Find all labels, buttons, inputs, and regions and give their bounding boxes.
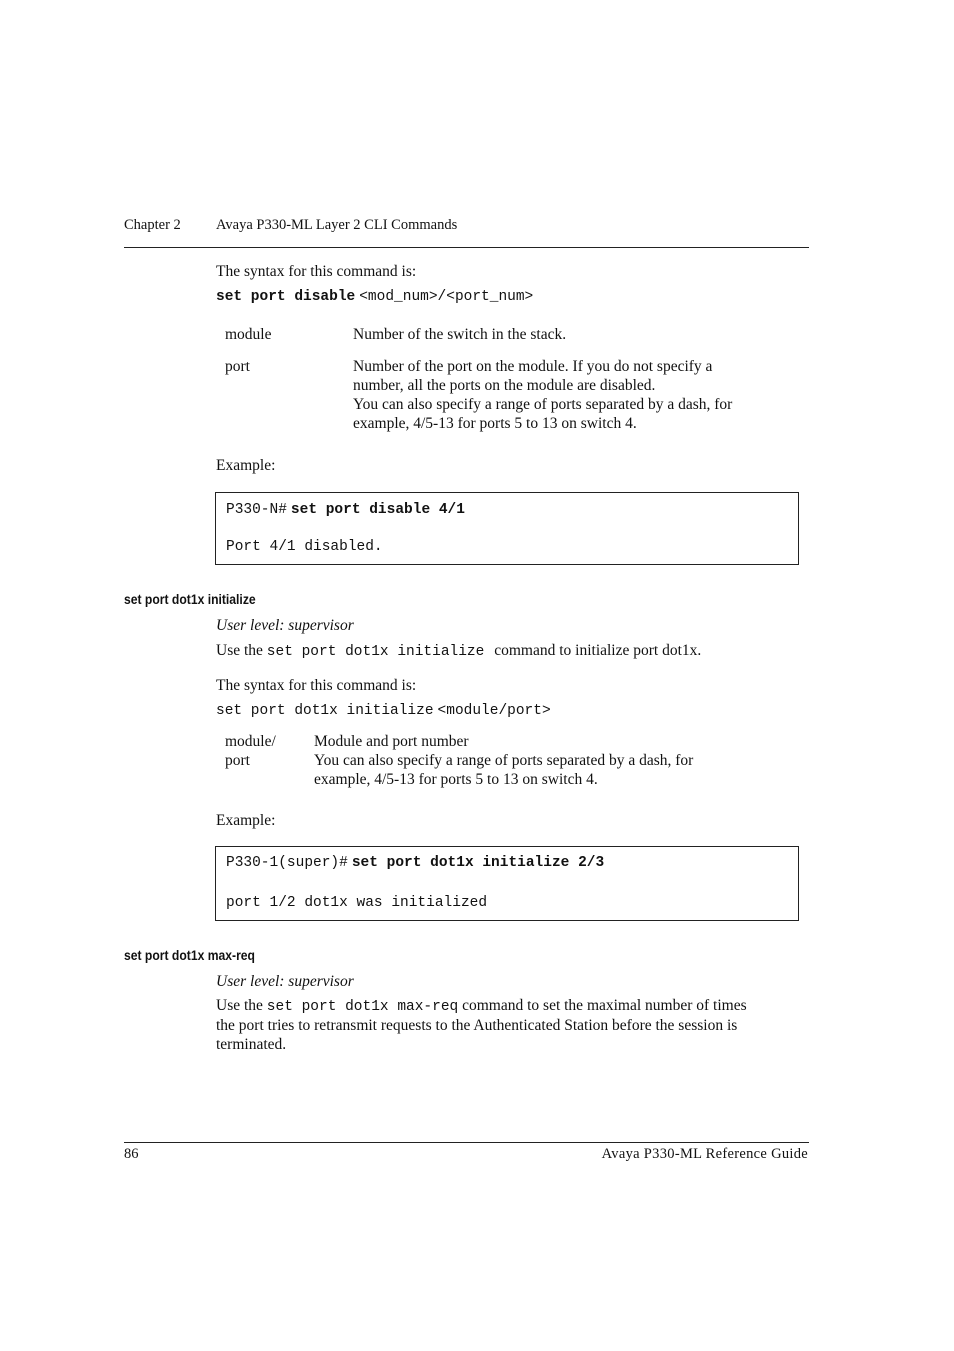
param-desc-module: Number of the switch in the stack. (353, 326, 567, 343)
syntax-command: set port disable (216, 289, 356, 305)
syntax-args: <module/port> (437, 703, 551, 719)
user-level: User level: supervisor (216, 617, 354, 634)
syntax-intro: The syntax for this command is: (216, 677, 417, 694)
page-number: 86 (124, 1146, 139, 1162)
use-pre: Use the (216, 642, 263, 659)
footer-rule (124, 1142, 809, 1143)
param-desc-port-line1: Number of the port on the module. If you do not specify a (353, 358, 713, 375)
param-desc-line3: example, 4/5-13 for ports 5 to 13 on switch 4. (314, 771, 598, 788)
param-desc-line1: Module and port number (314, 733, 469, 750)
param-name-module: module (225, 326, 272, 343)
use-post: command to set the maximal number of times (462, 997, 747, 1014)
header-title: Avaya P330-ML Layer 2 CLI Commands (216, 217, 458, 233)
code-command-line (226, 853, 604, 871)
use-sentence (216, 996, 747, 1017)
example-label: Example: (216, 812, 276, 829)
body-line: the port tries to retransmit requests to the Authenticated Station before the session is (216, 1017, 738, 1034)
example-label: Example: (216, 457, 276, 474)
param-desc-port-line4: example, 4/5-13 for ports 5 to 13 on switch 4. (353, 415, 637, 432)
code-example-box (215, 492, 799, 565)
code-output: port 1/2 dot1x was initialized (226, 895, 488, 911)
syntax-args: <mod_num>/<port_num> (359, 289, 534, 305)
body-line: terminated. (216, 1036, 287, 1053)
syntax-intro: The syntax for this command is: (216, 263, 417, 280)
syntax-line (216, 287, 533, 305)
section-heading: set port dot1x initialize (124, 592, 256, 607)
param-name-line2: port (225, 752, 250, 769)
code-prompt: P330-N# (226, 502, 287, 518)
code-command: set port disable 4/1 (290, 502, 465, 518)
code-command: set port dot1x initialize 2/3 (351, 855, 605, 871)
use-pre: Use the (216, 997, 263, 1014)
footer-guide-title: Avaya P330-ML Reference Guide (601, 1146, 808, 1162)
param-desc-port-line2: number, all the ports on the module are disabled. (353, 377, 656, 394)
code-command-line (226, 500, 465, 518)
param-desc-line2: You can also specify a range of ports separated by a dash, for (314, 752, 694, 769)
user-level: User level: supervisor (216, 973, 354, 990)
syntax-command: set port dot1x initialize (216, 703, 434, 719)
use-command: set port dot1x initialize (266, 644, 485, 660)
param-desc-port-line3: You can also specify a range of ports separated by a dash, for (353, 396, 733, 413)
code-prompt: P330-1(super)# (226, 855, 348, 871)
code-example-box (215, 846, 799, 921)
code-output: Port 4/1 disabled. (226, 539, 383, 555)
use-command: set port dot1x max-req (266, 999, 459, 1015)
param-name-port: port (225, 358, 250, 375)
header-rule (124, 247, 809, 248)
section-heading: set port dot1x max-req (124, 948, 255, 963)
syntax-line (216, 701, 551, 719)
use-sentence (216, 641, 701, 662)
param-name-line1: module/ (225, 733, 276, 750)
use-post: command to initialize port dot1x. (494, 642, 702, 659)
header-chapter: Chapter 2 (124, 217, 181, 233)
